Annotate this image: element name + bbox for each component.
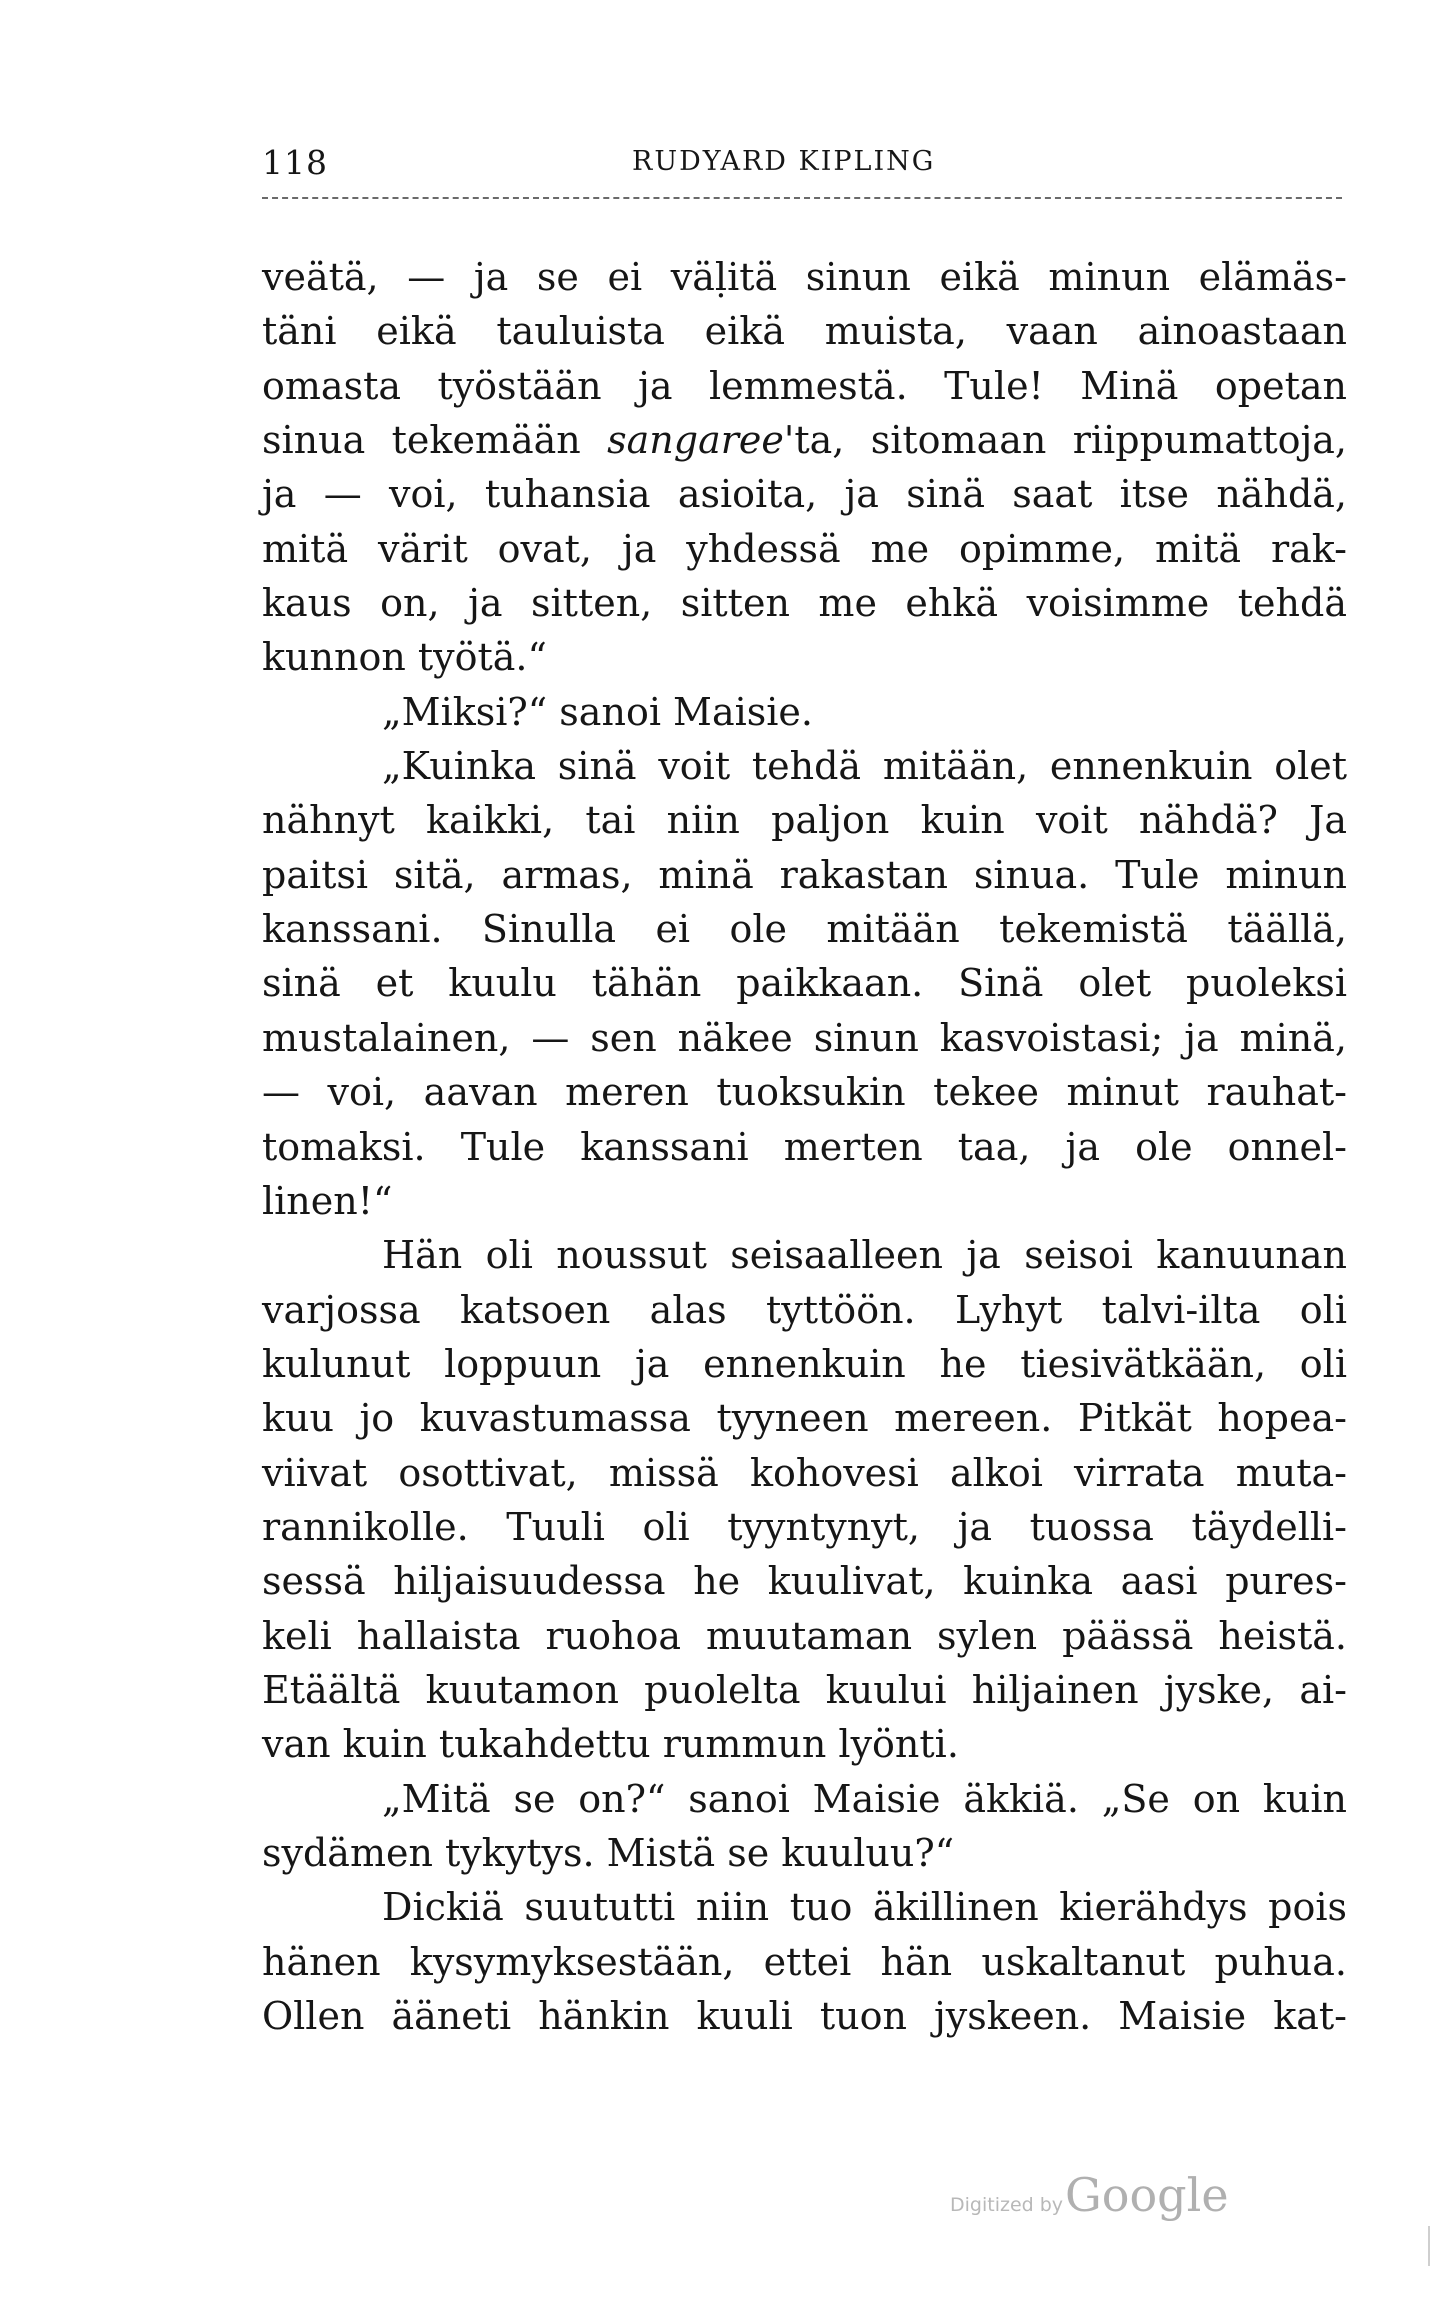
text-line: hänen kysymyksestään, ettei hän uskaltanut puhua.	[262, 1939, 1347, 1984]
text-line: nähnyt kaikki, tai niin paljon kuin voit nähdä? Ja	[262, 798, 1347, 843]
text-line: van kuin tukahdettu rummun lyönti.	[262, 1722, 959, 1767]
text-line: omasta työstään ja lemmestä. Tule! Minä opetan	[262, 363, 1347, 408]
text-line: „Miksi?“ sanoi Maisie.	[382, 689, 813, 734]
watermark-prefix: Digitized by	[950, 2194, 1064, 2216]
text-line: varjossa katsoen alas tyttöön. Lyhyt talvi-ilta oli	[262, 1287, 1347, 1332]
text-line: täni eikä tauluista eikä muista, vaan ainoastaan	[262, 309, 1347, 354]
text-line: paitsi sitä, armas, minä rakastan sinua. Tule minun	[262, 852, 1347, 897]
text-line: „Kuinka sinä voit tehdä mitään, ennenkuin olet	[382, 744, 1347, 789]
scan-edge-mark	[1428, 2226, 1430, 2266]
text-line: mitä värit ovat, ja yhdessä me opimme, mitä rak-	[262, 526, 1347, 571]
text-line: kunnon työtä.“	[262, 635, 547, 680]
text-line: kanssani. Sinulla ei ole mitään tekemistä täällä,	[262, 907, 1347, 952]
text-line: sinä et kuulu tähän paikkaan. Sinä olet puoleksi	[262, 961, 1347, 1006]
text-line: rannikolle. Tuuli oli tyyntynyt, ja tuossa täydelli-	[262, 1504, 1347, 1549]
header-rule	[262, 197, 1342, 199]
text-line: ja — voi, tuhansia asioita, ja sinä saat itse nähdä,	[262, 472, 1347, 517]
page-header	[262, 143, 1342, 193]
text-line: Dickiä suututti niin tuo äkillinen kierähdys pois	[382, 1885, 1347, 1930]
text-line: Hän oli noussut seisaalleen ja seisoi kanuunan	[382, 1233, 1347, 1278]
text-line: viivat osottivat, missä kohovesi alkoi virrata muta-	[262, 1450, 1347, 1495]
text-line: veätä, — ja se ei väḷitä sinun eikä minun elämäs-	[262, 255, 1347, 299]
text-line: keli hallaista ruohoa muutaman sylen päässä heistä.	[262, 1613, 1347, 1658]
google-logo: Google	[1065, 2168, 1229, 2222]
body-text	[262, 250, 1347, 2043]
page-number: 118	[262, 143, 328, 182]
text-line: kaus on, ja sitten, sitten me ehkä voisimme tehdä	[262, 581, 1347, 626]
digitized-watermark	[950, 2168, 1229, 2222]
text-line: sessä hiljaisuudessa he kuulivat, kuinka aasi pures-	[262, 1559, 1347, 1604]
text-line: — voi, aavan meren tuoksukin tekee minut rauhat-	[262, 1070, 1347, 1115]
text-line: linen!“	[262, 1178, 393, 1223]
text-line: kulunut loppuun ja ennenkuin he tiesivätkään, oli	[262, 1341, 1347, 1386]
text-line: kuu jo kuvastumassa tyyneen mereen. Pitkät hopea-	[262, 1396, 1347, 1441]
text-line: Etäältä kuutamon puolelta kuului hiljainen jyske, ai-	[262, 1667, 1347, 1712]
text-line: tomaksi. Tule kanssani merten taa, ja ole onnel-	[262, 1124, 1347, 1169]
text-line: Ollen ääneti hänkin kuuli tuon jyskeen. Maisie kat-	[262, 1994, 1347, 2038]
text-line: sydämen tykytys. Mistä se kuuluu?“	[262, 1830, 955, 1875]
text-line: „Mitä se on?“ sanoi Maisie äkkiä. „Se on kuin	[382, 1776, 1347, 1821]
running-head: RUDYARD KIPLING	[632, 146, 936, 177]
text-line: sinua tekemään sangaree'ta, sitomaan riippumattoja,	[262, 418, 1347, 463]
text-line: mustalainen, — sen näkee sinun kasvoistasi; ja minä,	[262, 1015, 1347, 1060]
